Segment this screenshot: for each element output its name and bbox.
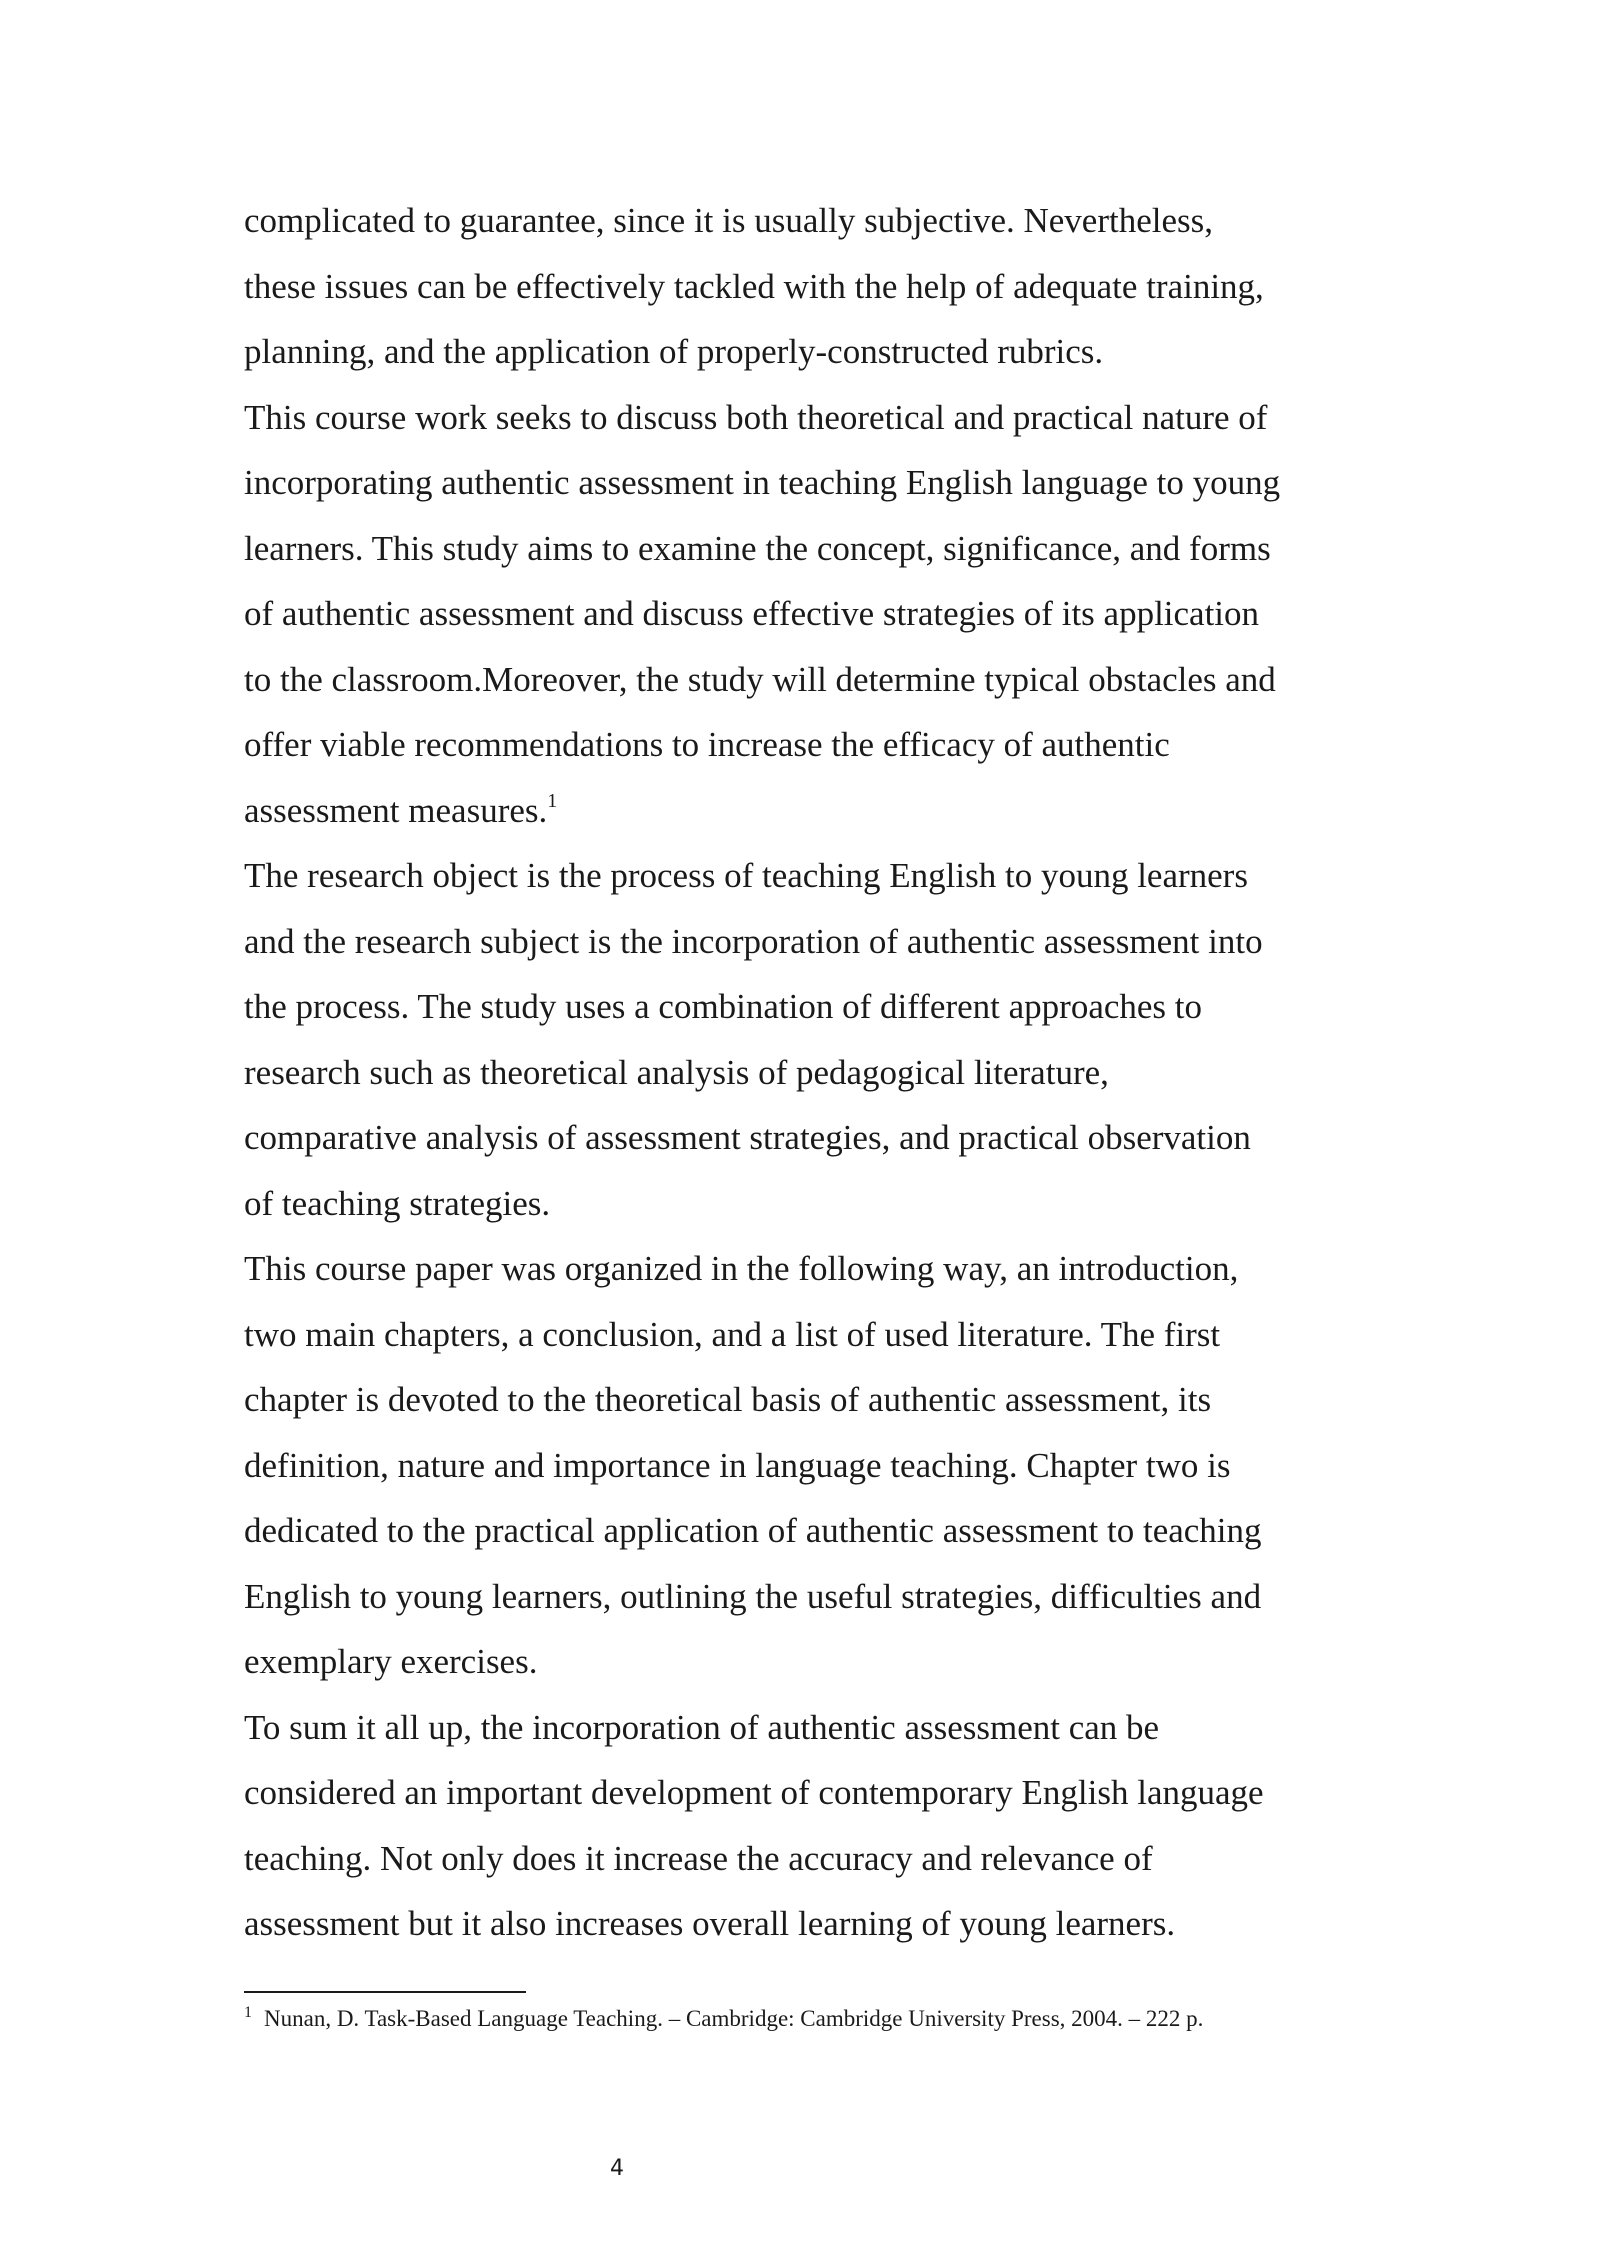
text-line: considered an important development of contemporary English language	[244, 1773, 1264, 1812]
text-line: comparative analysis of assessment strategies, and practical observation	[244, 1118, 1251, 1157]
text-line: dedicated to the practical application of authentic assessment to teaching	[244, 1511, 1262, 1550]
text-line: learners. This study aims to examine the concept, significance, and forms	[244, 528, 1271, 568]
text-line: complicated to guarantee, since it is usually subjective. Nevertheless,	[244, 201, 1213, 240]
text-line: of teaching strategies.	[244, 1183, 551, 1223]
text-line: and the research subject is the incorporation of authentic assessment into	[244, 921, 1263, 961]
footnote-text: Nunan, D. Task-Based Language Teaching. – Cambridge: Cambridge University Press, 2004. – 222 p.	[264, 2006, 1204, 2031]
footnote-separator	[244, 1991, 526, 1993]
text-line: these issues can be effectively tackled with the help of adequate training,	[244, 266, 1264, 306]
text-line-with-footnote-ref	[244, 778, 1394, 844]
text-line: This course work seeks to discuss both theoretical and practical nature of	[244, 397, 1268, 437]
text-line: offer viable recommendations to increase the efficacy of authentic	[244, 725, 1170, 764]
text-line: teaching. Not only does it increase the accuracy and relevance of	[244, 1838, 1153, 1878]
page-number: 4	[610, 2156, 624, 2181]
text-line: research such as theoretical analysis of pedagogical literature,	[244, 1052, 1109, 1092]
text-line: This course paper was organized in the following way, an introduction,	[244, 1249, 1239, 1288]
footnote-number: 1	[244, 2004, 252, 2022]
text-line: the process. The study uses a combination of different approaches to	[244, 987, 1203, 1026]
text-line: The research object is the process of teaching English to young learners	[244, 856, 1248, 895]
text-line: two main chapters, a conclusion, and a list of used literature. The first	[244, 1314, 1221, 1354]
text-line: To sum it all up, the incorporation of authentic assessment can be	[244, 1707, 1160, 1747]
text-line: assessment measures.	[244, 790, 548, 830]
text-line: planning, and the application of properly-constructed rubrics.	[244, 332, 1104, 371]
text-line: assessment but it also increases overall learning of young learners.	[244, 1904, 1176, 1943]
footnote	[244, 2004, 1203, 2034]
footnote-reference[interactable]: 1	[547, 789, 558, 812]
text-line: to the classroom.Moreover, the study will determine typical obstacles and	[244, 659, 1276, 699]
text-line: chapter is devoted to the theoretical basis of authentic assessment, its	[244, 1380, 1212, 1419]
text-line: of authentic assessment and discuss effective strategies of its application	[244, 594, 1260, 633]
text-line: definition, nature and importance in language teaching. Chapter two is	[244, 1445, 1231, 1485]
body-text	[244, 188, 1394, 1957]
text-line: incorporating authentic assessment in teaching English language to young	[244, 463, 1281, 502]
text-line: exemplary exercises.	[244, 1642, 538, 1681]
text-line: English to young learners, outlining the useful strategies, difficulties and	[244, 1576, 1262, 1616]
